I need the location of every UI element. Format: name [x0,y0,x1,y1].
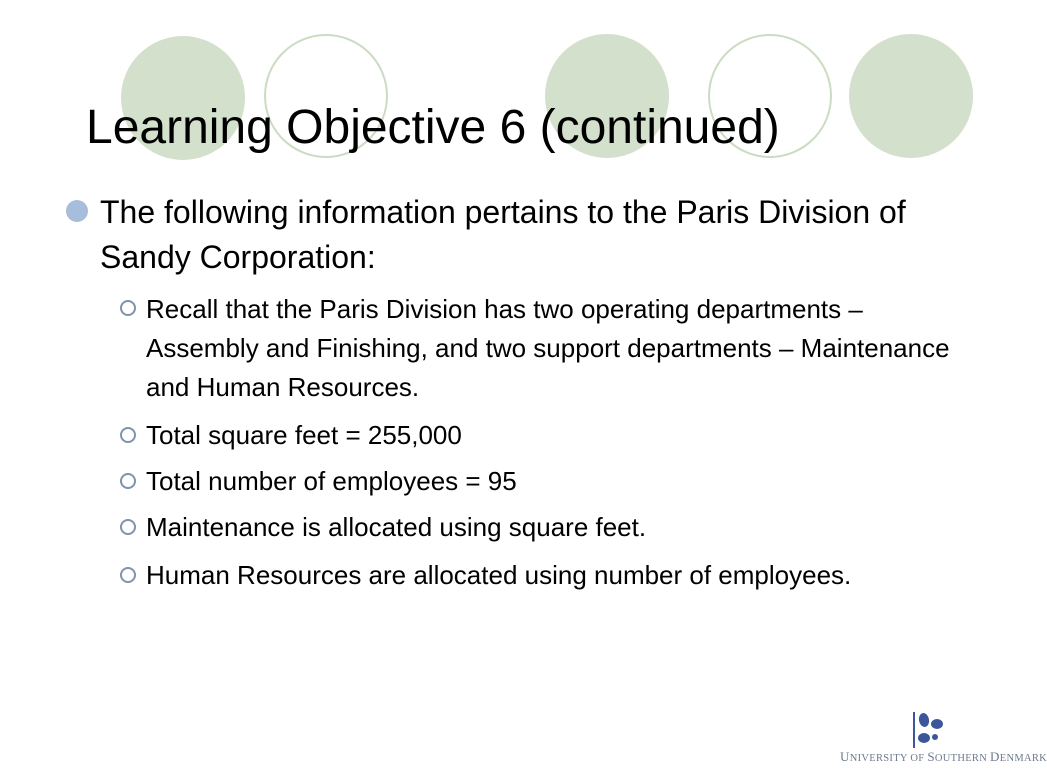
sub-bullet-text: Recall that the Paris Division has two operating departments – Assembly and Finishing, and two support departments – Maintenance and Human Resources. [146,294,950,402]
slide-title: Learning Objective 6 (continued) [86,101,780,154]
sub-bullet-circle [120,473,136,489]
logo-text-part: U [840,749,850,764]
sub-bullet-text: Human Resources are allocated using number of employees. [146,560,852,590]
logo-text-part: D [990,749,1000,764]
sub-bullet-circle [120,300,136,316]
university-logo-text [840,749,1047,765]
sub-bullet-text: Total square feet = 255,000 [146,420,462,450]
logo-text-part: ENMARK [999,753,1047,764]
sub-bullet-circle [120,427,136,443]
bullet-dot [66,200,88,222]
logo-text-part: S [927,749,935,764]
main-bullet-text: The following information pertains to the Paris Division of Sandy Corporation: [100,194,906,275]
filled-circle-3 [849,34,973,158]
sub-bullet-text: Total number of employees = 95 [146,466,517,496]
logo-text-part: NIVERSITY OF [849,753,928,764]
logo-text-part: OUTHERN [934,753,991,764]
sub-bullet-circle [120,567,136,583]
sub-bullet-circle [120,519,136,535]
sub-bullet-text: Maintenance is allocated using square feet. [146,512,647,542]
